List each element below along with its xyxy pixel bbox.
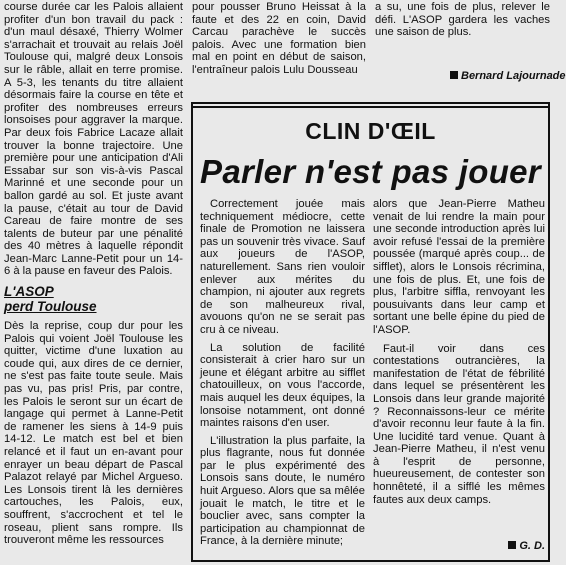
box-kicker: CLIN D'ŒIL (305, 118, 436, 144)
right-top-paragraph: a su, une fois de plus, relever le défi. L'ASOP gardera les vaches une saison de plus. (375, 1, 550, 39)
square-bullet-icon (450, 71, 458, 79)
middle-top-paragraph: pour pousser Bruno Heissat à la faute et des 22 en coin, David Carcau parachève le succès palois. Avec une formation bien mal en point en début de saison, l'entraîneur palois Lulu Dousseau (192, 1, 366, 76)
box-col1-paragraph-2: La solution de facilité consisterait à crier haro sur un jeune et élégant arbitre au sifflet chatouilleux, on vous l'accorde, mais auquel les deux équipes, la lonsoise notamment, ont donné maintes raisons d'en user. (200, 341, 365, 430)
box-col2-paragraph-1: alors que Jean-Pierre Matheu venait de lui rendre la main pour une seconde introduction après lui avoir refusé l'essai de la première poussée (marqué après coup... de sifflet), alors le Lonsois récrimina, une fois de plus. Et, une fois de plus, l'arbitre siffla, renvoyant les pousuivants dans leur camp et sortant une belle épine du pied de l'ASOP. (373, 198, 545, 336)
box-headline: Parler n'est pas jouer (200, 153, 541, 190)
right-top-column (375, 1, 550, 39)
box-column-2 (373, 198, 545, 506)
square-bullet-icon (508, 541, 516, 549)
subhead-line-1: L'ASOP (4, 284, 54, 300)
middle-top-column (192, 1, 366, 77)
author-name: Bernard Lajournade (461, 70, 566, 82)
box-col1-paragraph-1: Correctement jouée mais techniquement médiocre, cette finale de Promotion ne laissera pas un souvenir très vivace. Sauf aux joueurs de l'ASOP, naturellement. Sans rien vouloir enlever aux mérites du champion, ni ajouter aux regrets de son malheureux rival, avouons qu'on ne se serait pas cru à ce niveau. (200, 198, 365, 336)
subhead-line-2: perd Toulouse (4, 299, 97, 315)
box-top-rule (193, 106, 548, 108)
left-column-paragraph-2: Dès la reprise, coup dur pour les Palois qui voient Joël Toulouse les quitter, victime d'une luxation au coude qui, aux dires de ce dernier, ne s'est pas faite toute seule. Mais pas vu, pas pris! Pris, par contre, les Palois le seront sur un écart de langage qui permet à Lanne-Petit de ramener les siens à 14-9 puis 14-12. Le match est bel et bien relancé et il faut un en-avant pour enrayer un beau départ de Pascal Palazot relayé par Michel Argueso. Les Lonsois tirent là les dernières cartouches, les Palois, eux, souffrent, s'accrochent et tel le roseau, plient sans rompre. Ils trouveront même les ressources (4, 320, 183, 547)
section-subhead (4, 284, 183, 314)
author-byline (450, 70, 566, 82)
box-col1-paragraph-3: L'illustration la plus parfaite, la plus flagrante, nous fut donnée par le plus expérimenté des Lonsois sans doute, le numéro huit Argueso. Alors que sa mêlée jouait le match, le titre et le bouclier avec, sans compter la participation au championnat de France, à la dernière minute; (200, 434, 365, 548)
box-column-1 (200, 198, 365, 548)
left-column-paragraph-1: course durée car les Palois allaient profiter d'un bon travail du pack : d'un maul désaxé, Thierry Wolmer s'arrachait et trouvait au relais Joël Toulouse qui, malgré deux Lonsois sur le râble, allait en terre promise. A 5-3, les tenants du titre allaient désormais faire la course en tête et profiter des nombreuses erreurs lonsoises pour aggraver la marque. Par deux fois Fabrice Lacaze allait trouver la bonne trajectoire. Une première pour une anticipation d'Ali Essabar sur son vis-à-vis Pascal Marinné et une seconde pour un ballon gardé au sol. Et juste avant la pause, c'était au tour de David Careau de faire montre de ses talents de buteur par une pénalité des 40 mètres à laquelle répondit Jean-Marc Lanne-Petit pour un 14-6 à la pause en faveur des Palois. (4, 1, 183, 278)
box-col2-paragraph-2: Faut-il voir dans ces contestations outrancières, la manifestation de l'état de fébrilité dans lequel se présentèrent les Lonsois dans leur grande majorité ? Reconnaissons-leur ce mérite d'avoir reconnu leur faute à la fin. Une lucidité tard venue. Quant à Jean-Pierre Matheu, il n'est venu à l'esprit de personne, hueureusement, de contester son honnêteté, il a sifflé les mêmes fautes aux deux camps. (373, 342, 545, 506)
signature-initials: G. D. (519, 540, 545, 552)
box-signature (500, 540, 545, 552)
left-article-column (4, 1, 183, 547)
